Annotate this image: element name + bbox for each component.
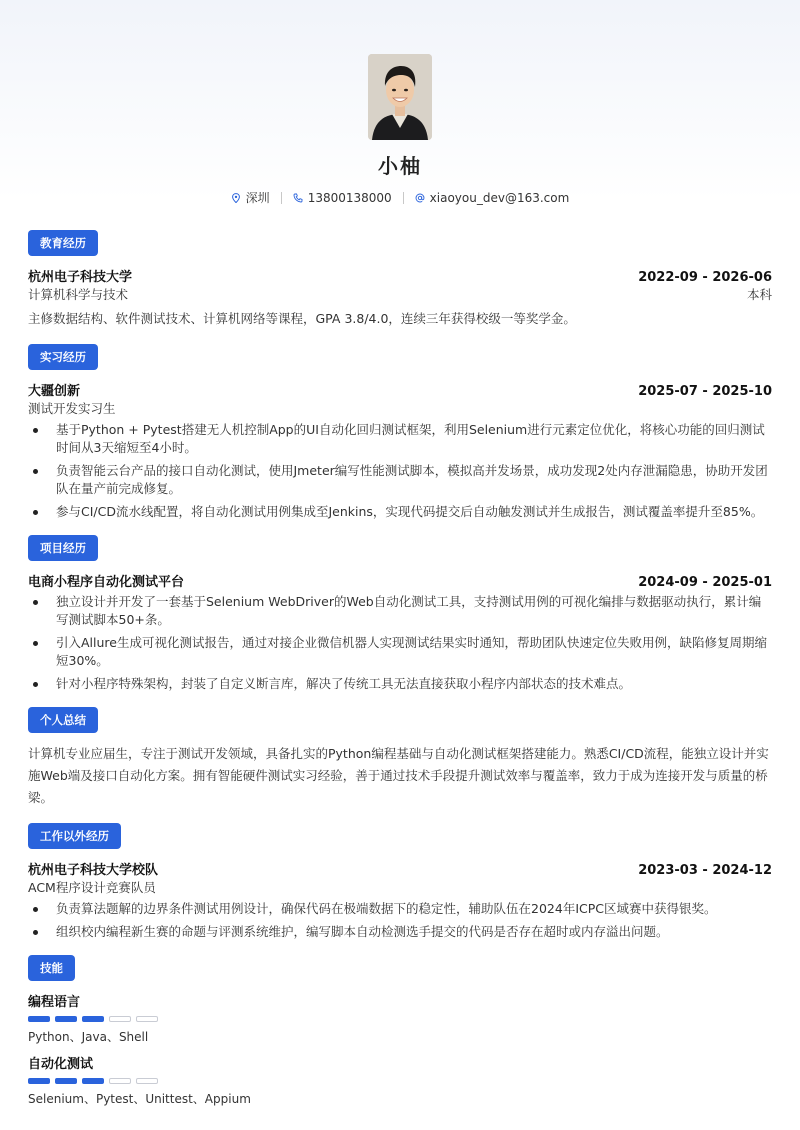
internship-date: 2025-07 - 2025-10 [638,384,772,399]
skill-level-segment [28,1078,50,1084]
skill-level-segment [82,1016,104,1022]
skill-level-bar [28,1016,772,1022]
skill-level-segment [136,1078,158,1084]
internship-bullets [28,421,772,521]
education-desc: 主修数据结构、软件测试技术、计算机网络等课程，GPA 3.8/4.0，连续三年获得校级一等奖学金。 [28,311,576,326]
section-tag-education: 教育经历 [28,230,98,256]
portrait-photo [368,54,432,140]
skill-level-segment [55,1078,77,1084]
email-text[interactable]: xiaoyou_dev@163.com [429,190,570,205]
resume-body [0,230,800,1107]
degree: 本科 [746,287,772,302]
section-summary [28,707,772,809]
project-bullets [28,593,772,693]
skill-items: Selenium、Pytest、Unittest、Appium [28,1092,251,1106]
internship-role: 测试开发实习生 [28,401,116,416]
list-item: 组织校内编程新生赛的命题与评测系统维护，编写脚本自动检测选手提交的代码是否存在超时或内存溢出问题。 [28,923,772,941]
education-header-row [28,266,772,285]
other-header-row [28,859,772,878]
skill-level-segment [109,1016,131,1022]
skill-items: Python、Java、Shell [28,1030,149,1044]
section-tag-skills: 技能 [28,955,75,981]
section-education [28,230,772,330]
skill-level-segment [136,1016,158,1022]
internship-header-row [28,380,772,399]
skill-level-segment [28,1016,50,1022]
phone-text[interactable]: 13800138000 [307,190,392,205]
skill-group-name: 自动化测试 [28,1057,94,1072]
at-sign-icon [415,193,425,203]
section-project [28,535,772,693]
contact-email [404,191,581,205]
other-role: ACM程序设计竞赛队员 [28,880,156,895]
section-tag-internship: 实习经历 [28,344,98,370]
education-sub-row [28,285,772,303]
project-header-row [28,571,772,590]
list-item: 参与CI/CD流水线配置，将自动化测试用例集成至Jenkins，实现代码提交后自动触发测试并生成报告，测试覆盖率提升至85%。 [28,503,772,521]
contact-location [220,189,281,206]
list-item: 独立设计并开发了一套基于Selenium WebDriver的Web自动化测试工具，支持测试用例的可视化编排与数据驱动执行，累计编写测试脚本50+条。 [28,593,772,629]
list-item: 负责算法题解的边界条件测试用例设计，确保代码在极端数据下的稳定性，辅助队伍在2024年ICPC区域赛中获得银奖。 [28,900,772,918]
phone-icon [293,193,303,203]
list-item: 基于Python + Pytest搭建无人机控制App的UI自动化回归测试框架，利用Selenium进行元素定位优化，将核心功能的回归测试时间从3天缩短至4小时。 [28,421,772,457]
skill-level-bar [28,1078,772,1084]
list-item: 引入Allure生成可视化测试报告，通过对接企业微信机器人实现测试结果实时通知，帮助团队快速定位失败用例，缺陷修复周期缩短30%。 [28,634,772,670]
skill-level-segment [55,1016,77,1022]
candidate-name: 小柚 [378,154,422,178]
skill-group-name: 编程语言 [28,995,81,1010]
location-pin-icon [231,193,241,203]
project-date: 2024-09 - 2025-01 [638,575,772,590]
other-bullets [28,900,772,941]
contact-phone [282,191,403,205]
section-skills [28,955,772,1107]
location-text: 深圳 [245,191,270,205]
other-date: 2023-03 - 2024-12 [638,863,772,878]
project-name: 电商小程序自动化测试平台 [28,575,185,590]
skill-group [28,1053,772,1107]
company-name: 大疆创新 [28,384,81,399]
skill-level-segment [82,1078,104,1084]
summary-text: 计算机专业应届生，专注于测试开发领域，具备扎实的Python编程基础与自动化测试框架搭建能力。熟悉CI/CD流程，能独立设计并实施Web端及接口自动化方案。拥有智能硬件测试实习经验，善于通过技术手段提升测试效率与覆盖率，致力于成为连接开发与质量的桥梁。 [28,746,769,805]
school-name: 杭州电子科技大学 [28,270,133,285]
section-other-experience [28,823,772,941]
other-org-name: 杭州电子科技大学校队 [28,863,159,878]
list-item: 负责智能云台产品的接口自动化测试，使用Jmeter编写性能测试脚本，模拟高并发场景，成功发现2处内存泄漏隐患，协助开发团队在量产前完成修复。 [28,462,772,498]
section-tag-other: 工作以外经历 [28,823,121,849]
section-tag-project: 项目经历 [28,535,98,561]
major: 计算机科学与技术 [28,287,129,302]
education-date: 2022-09 - 2026-06 [638,270,772,285]
avatar [368,54,432,140]
list-item: 针对小程序特殊架构，封装了自定义断言库，解决了传统工具无法直接获取小程序内部状态的技术难点。 [28,675,772,693]
contact-bar [0,189,800,206]
skill-level-segment [109,1078,131,1084]
resume-header [0,0,800,206]
skill-group [28,991,772,1045]
section-internship [28,344,772,521]
section-tag-summary: 个人总结 [28,707,98,733]
